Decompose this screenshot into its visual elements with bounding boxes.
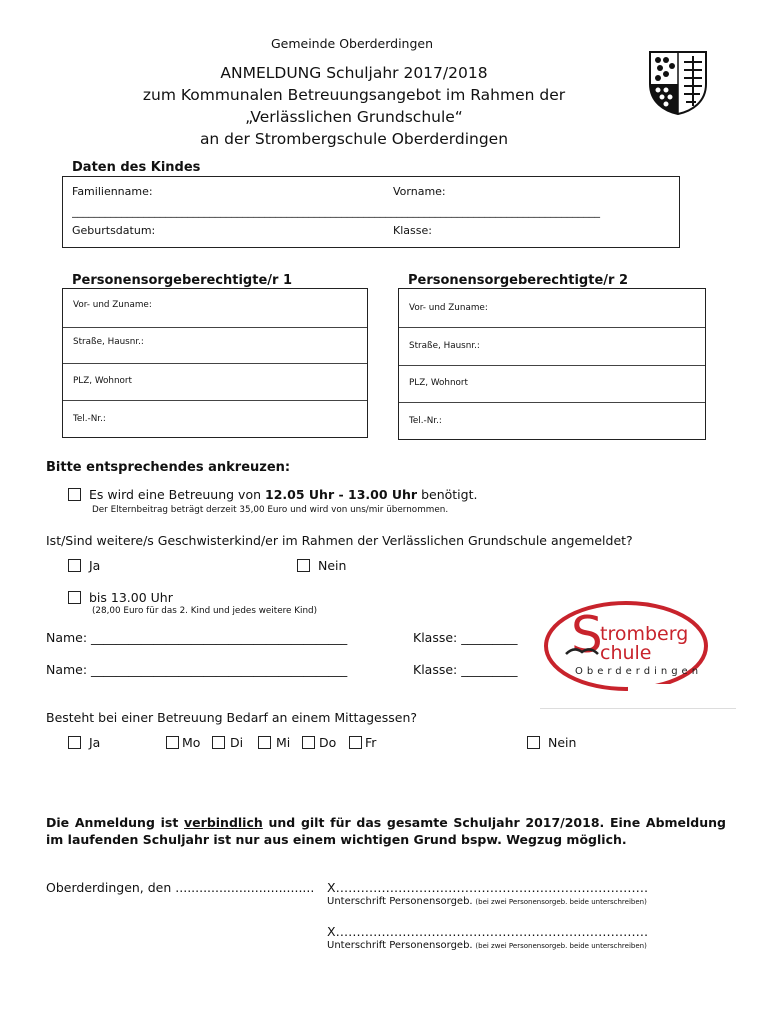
siblings-yes-option[interactable]: [68, 558, 100, 573]
siblings-until-label: bis 13.00 Uhr: [89, 590, 173, 605]
siblings-until-checkbox[interactable]: [68, 591, 81, 604]
binding-statement: [46, 814, 726, 848]
guardian2-divider: [399, 327, 705, 328]
guardian2-phone-label: Tel.-Nr.:: [409, 416, 442, 426]
care-option-prefix: Es wird eine Betreuung von: [89, 487, 265, 502]
signature-note-1: (bei zwei Personensorgeb. beide unterschreiben): [475, 898, 647, 906]
logo-town: Oberderdingen: [575, 666, 703, 677]
lunch-no-label: Nein: [548, 735, 577, 750]
lunch-day-do-label: Do: [319, 735, 337, 750]
lunch-day-mi[interactable]: [258, 735, 290, 750]
guardian1-city-label: PLZ, Wohnort: [73, 376, 132, 386]
guardian2-divider: [399, 365, 705, 366]
lunch-day-mi-checkbox[interactable]: [258, 736, 271, 749]
guardian1-divider: [63, 363, 367, 364]
sibling-name-field[interactable]: Name: _________________________________________: [46, 630, 348, 645]
lunch-question: Besteht bei einer Betreuung Bedarf an einem Mittagessen?: [46, 710, 417, 725]
child-section-heading: Daten des Kindes: [72, 160, 201, 175]
lunch-day-do[interactable]: [302, 735, 336, 750]
title-line-1: ANMELDUNG Schuljahr 2017/2018: [220, 64, 488, 82]
signature-line-2[interactable]: X…………………………………………………………………: [327, 924, 649, 939]
lunch-day-di[interactable]: [212, 735, 243, 750]
care-option-checkbox[interactable]: [68, 488, 81, 501]
siblings-no-option[interactable]: [297, 558, 346, 573]
signature-caption-1: [327, 896, 647, 907]
guardian1-heading: Personensorgeberechtigte/r 1: [72, 273, 293, 288]
siblings-question: Ist/Sind weitere/s Geschwisterkind/er im Rahmen der Verlässlichen Grundschule angemeldet?: [46, 533, 633, 548]
lunch-day-mo-checkbox[interactable]: [166, 736, 179, 749]
guardian1-phone-label: Tel.-Nr.:: [73, 414, 106, 424]
firstname-label: Vorname:: [393, 185, 446, 198]
signature-label-2: Unterschrift Personensorgeb.: [327, 940, 473, 951]
signature-caption-2: [327, 940, 647, 951]
signature-note-2: (bei zwei Personensorgeb. beide unterschreiben): [475, 942, 647, 950]
birthdate-label: Geburtsdatum:: [72, 224, 156, 237]
guardian1-divider: [63, 327, 367, 328]
place-date-field[interactable]: Oberderdingen, den ...................................: [46, 880, 315, 895]
class-label: Klasse:: [393, 224, 432, 237]
lunch-day-mo[interactable]: [166, 735, 200, 750]
child-separator-line: ________________________________________________________________________________________________: [72, 205, 600, 218]
sibling-class-field[interactable]: Klasse: _________: [413, 630, 518, 645]
binding-text-before: Die Anmeldung ist: [46, 815, 185, 830]
lunch-day-fr[interactable]: [349, 735, 376, 750]
lunch-day-do-checkbox[interactable]: [302, 736, 315, 749]
guardian1-divider: [63, 400, 367, 401]
sibling-class-field[interactable]: Klasse: _________: [413, 662, 518, 677]
lunch-no-checkbox[interactable]: [527, 736, 540, 749]
siblings-until-note: (28,00 Euro für das 2. Kind und jedes weitere Kind): [92, 606, 318, 616]
siblings-yes-checkbox[interactable]: [68, 559, 81, 572]
care-heading: Bitte entsprechendes ankreuzen:: [46, 460, 291, 475]
siblings-yes-label: Ja: [89, 558, 101, 573]
lunch-day-di-label: Di: [230, 735, 244, 750]
care-fee-note: Der Elternbeitrag beträgt derzeit 35,00 Euro und wird von uns/mir übernommen.: [92, 505, 449, 515]
lunch-day-di-checkbox[interactable]: [212, 736, 225, 749]
logo-underline: [540, 708, 736, 709]
lunch-day-mo-label: Mo: [182, 735, 201, 750]
guardian2-city-label: PLZ, Wohnort: [409, 378, 468, 388]
binding-underlined: verbindlich: [184, 815, 263, 830]
guardian1-box: [62, 288, 368, 438]
signature-label-1: Unterschrift Personensorgeb.: [327, 896, 473, 907]
care-option-row[interactable]: [68, 487, 477, 502]
guardian2-street-label: Straße, Hausnr.:: [409, 341, 480, 351]
lunch-no-option[interactable]: [527, 735, 576, 750]
logo-line1: tromberg: [600, 623, 689, 645]
form-title: [100, 62, 608, 150]
care-option-suffix: benötigt.: [417, 487, 478, 502]
binding-text-after: und gilt für das gesamte Schuljahr 2017/2018. Eine Abmeldung im laufenden Schuljahr ist nur aus einem wichtigen Grund bspw. Wegzug möglich.: [46, 815, 726, 847]
lunch-day-mi-label: Mi: [276, 735, 291, 750]
guardian2-name-label: Vor- und Zuname:: [409, 303, 488, 313]
title-line-2: zum Kommunalen Betreuungsangebot im Rahmen der: [142, 86, 566, 104]
lunch-yes-label: Ja: [89, 735, 101, 750]
lunch-yes-checkbox[interactable]: [68, 736, 81, 749]
guardian1-street-label: Straße, Hausnr.:: [73, 337, 144, 347]
siblings-until-option[interactable]: [68, 590, 173, 605]
logo-initial: S: [571, 606, 603, 664]
signature-line-1[interactable]: X…………………………………………………………………: [327, 880, 649, 895]
siblings-no-label: Nein: [318, 558, 347, 573]
guardian2-divider: [399, 402, 705, 403]
guardian2-box: [398, 288, 706, 440]
lunch-day-fr-checkbox[interactable]: [349, 736, 362, 749]
coat-of-arms-icon: [646, 48, 710, 116]
care-option-time: 12.05 Uhr - 13.00 Uhr: [265, 487, 418, 502]
guardian2-heading: Personensorgeberechtigte/r 2: [408, 273, 629, 288]
municipality-name: Gemeinde Oberderdingen: [270, 36, 434, 51]
sibling-name-field[interactable]: Name: _________________________________________: [46, 662, 348, 677]
lunch-day-fr-label: Fr: [365, 735, 377, 750]
siblings-no-checkbox[interactable]: [297, 559, 310, 572]
title-line-4: an der Strombergschule Oberderdingen: [199, 130, 509, 148]
logo-line2: chule: [600, 642, 652, 664]
title-line-3: „Verlässlichen Grundschule“: [245, 108, 463, 126]
strombergschule-logo: [540, 596, 716, 700]
surname-label: Familienname:: [72, 185, 153, 198]
lunch-yes-option[interactable]: [68, 735, 100, 750]
guardian1-name-label: Vor- und Zuname:: [73, 300, 152, 310]
